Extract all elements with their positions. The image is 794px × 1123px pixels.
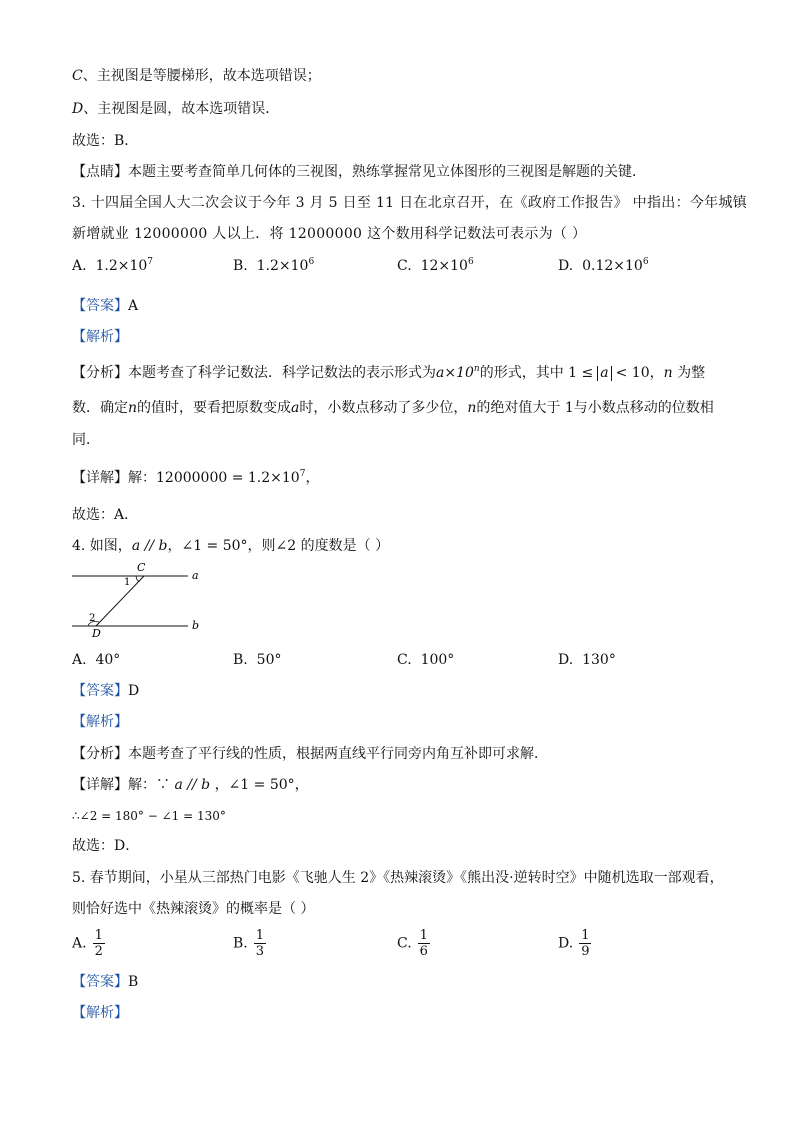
q3-option-d[interactable]: D. $0.12\times 10^6$ (558, 257, 649, 274)
q2-c-text: 、主视图是等腰梯形，故本选项错误； (82, 68, 321, 84)
q5-option-c[interactable]: C. $\frac{1}{6}$ (397, 928, 428, 959)
q5-analysis-tag: 【解析】 (72, 1005, 128, 1021)
label-1: 1 (124, 577, 131, 588)
q4-option-b[interactable]: B. 50° (233, 652, 282, 668)
label-a: a (192, 569, 199, 582)
q4-detail-tag: 【详解】 (72, 777, 128, 793)
label-2: 2 (89, 613, 96, 624)
q3-fenxi-tag: 【分析】 (72, 365, 128, 381)
q4-detail: 【详解】解：∵ a // b ，∠1 = 50°， (72, 777, 309, 793)
q5-stem-line-2: 则恰好选中《热辣滚烫》的概率是（ ） (72, 901, 315, 917)
q4-option-c[interactable]: C. 100° (397, 652, 455, 668)
q2-option-d-explanation (72, 99, 279, 119)
q3-answer-value: A (128, 298, 139, 314)
q4-option-a[interactable]: A. 40° (72, 652, 121, 668)
q2-option-c-explanation (72, 66, 321, 86)
q5-option-a[interactable]: A. $\frac{1}{2}$ (72, 928, 103, 959)
label-d: D (92, 627, 101, 640)
q2-d-prefix: D (72, 101, 84, 117)
q4-option-d[interactable]: D. 130° (558, 652, 616, 668)
q3-stem-line-2: 新增就业 12000000 人以上．将 12000000 这个数用科学记数法可表示为（ ） (72, 226, 587, 242)
q5-option-d[interactable]: D. $\frac{1}{9}$ (558, 928, 590, 959)
q5-answer-tag: 【答案】 (72, 974, 128, 990)
q3-stem-line-1: 3. 十四届全国人大二次会议于今年 3 月 5 日至 11 日在北京召开，在《政府工作报告》 中指出：今年城镇 (72, 195, 748, 211)
q2-c-prefix: C (72, 68, 83, 84)
q4-answer-tag: 【答案】 (72, 683, 128, 699)
q3-option-a[interactable]: A. $1.2\times 10^7$ (72, 257, 154, 274)
q3-choose: 故选：A． (72, 507, 139, 523)
q3-option-b[interactable]: B. $1.2\times 10^6$ (233, 257, 315, 274)
q2-comment-tag: 【点睛】 (72, 164, 128, 180)
q2-choose: 故选：B． (72, 133, 139, 149)
q2-d-text: 、主视图是圆，故本选项错误． (83, 101, 280, 117)
q3-answer (72, 296, 138, 316)
q5-stem-line-1: 5. 春节期间，小星从三部热门电影《飞驰人生 2》《热辣滚烫》《熊出没·逆转时空》中随机选取一部观看， (72, 870, 724, 886)
q4-therefore: ∴∠2 = 180° − ∠1 = 130° (72, 809, 226, 823)
q3-analysis-tag: 【解析】 (72, 329, 128, 345)
q4-fenxi: 【分析】本题考查了平行线的性质，根据两直线平行同旁内角互补即可求解． (72, 746, 548, 762)
q3-detail-tag: 【详解】 (72, 470, 128, 486)
q4-answer (72, 681, 139, 701)
q5-answer-value: B (128, 974, 139, 990)
q3-detail: 【详解】解：$12000000 = 1.2\times 10^7$， (72, 469, 320, 486)
q3-fenxi-line-2: 数．确定n的值时，要看把原数变成a时，小数点移动了多少位，n的绝对值大于 1与小数点移动的位数相 (72, 400, 714, 416)
q4-choose: 故选：D． (72, 838, 140, 854)
q5-option-b[interactable]: B. $\frac{1}{3}$ (233, 928, 265, 959)
q4-fenxi-tag: 【分析】 (72, 746, 128, 762)
label-b: b (192, 619, 200, 632)
parallel-lines-figure (68, 560, 218, 640)
q3-fenxi-line-3: 同． (72, 432, 100, 448)
q3-fenxi-line-1: 【分析】本题考查了科学记数法．科学记数法的表示形式为$a\times 10^n$的形式，其中 1 ≤ a < 10，n 为整 (72, 364, 706, 381)
q4-answer-value: D (128, 683, 140, 699)
q3-option-c[interactable]: C. $12\times 10^6$ (397, 257, 474, 274)
q3-answer-tag: 【答案】 (72, 298, 128, 314)
q2-comment-text: 本题主要考查简单几何体的三视图，熟练掌握常见立体图形的三视图是解题的关键． (128, 164, 646, 180)
q4-stem: 4. 如图，a // b，∠1 = 50°，则∠2 的度数是（ ） (72, 538, 390, 554)
label-c: C (137, 561, 146, 574)
q5-answer (72, 972, 138, 992)
q2-comment (72, 162, 646, 182)
transversal-cd (96, 576, 144, 626)
q4-analysis-tag: 【解析】 (72, 714, 128, 730)
